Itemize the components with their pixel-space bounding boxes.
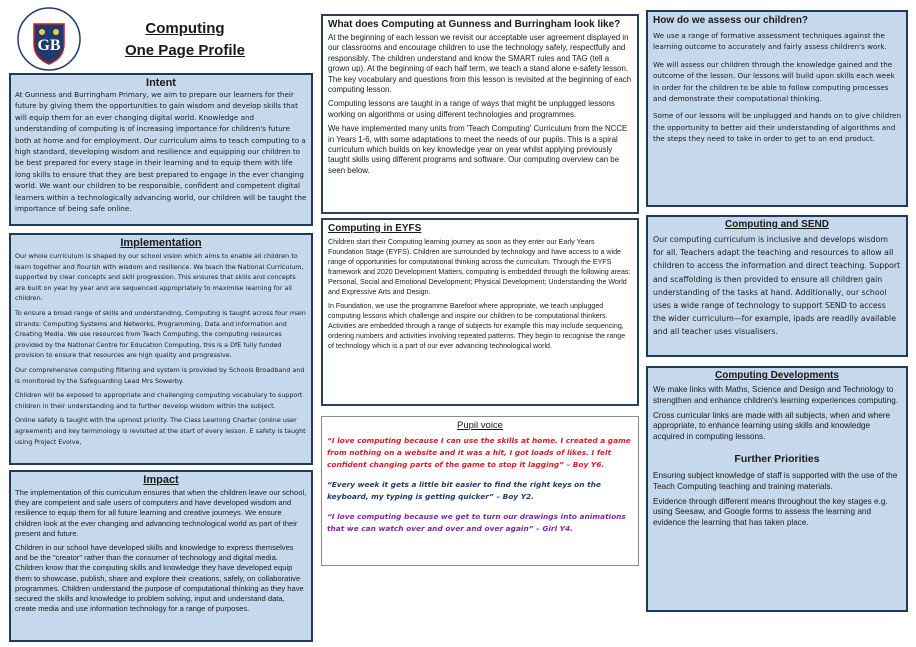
- eyfs-title: Computing in EYFS: [328, 223, 422, 234]
- pupil-quote-3: “I love computing because we get to turn our drawings into animations that we can watch over and over and over again” – Girl Y4.: [327, 512, 626, 533]
- page-subtitle: One Page Profile: [124, 42, 246, 59]
- pupil-voice-title: Pupil voice: [457, 420, 503, 431]
- eyfs-panel: [321, 218, 639, 406]
- send-title: Computing and SEND: [725, 219, 829, 230]
- impact-title: Impact: [143, 474, 179, 486]
- assess-para-2: We will assess our children through the knowledge gained and the outcome of the lesson. Our lessons will build upon skills each week in order for the children to be able to follow computing processes and demonstrate their computational thinking.: [653, 59, 895, 104]
- intent-panel: [9, 73, 313, 226]
- intent-body: At Gunness and Burringham Primary, we aim to prepare our learners for their future by giving them the opportunities to gain wisdom and develop skills that will equip them for an ever changing digital world. Knowledge and understanding of computing is of increasing importance for children's future both at home and for employment. Our curriculum aims to teach computing to a high standard, developing wisdom and resilience and equipping our children to be best prepared for every stage in their learning and to equip them with life long skills to ensure that they are best prepared to engage in the ever changing world. We want our children to be responsible, confident and competent digital learners within a technologically advancing world, our children will be taught the importance of being safe online.: [15, 90, 307, 214]
- assess-title: How do we assess our children?: [653, 15, 809, 26]
- page-title: Computing: [145, 20, 225, 37]
- what-does-para-2: Computing lessons are taught in a range of ways that might be unplugged lessons working on algorithms or using different technologies and programmes.: [328, 99, 615, 119]
- impact-para-2: Children in our school have developed skills and knowledge to express themselves and be the "creator" rather than the consumer of technology and digital media. Children know that the computing skills and knowledge they have developed equip them to showcase, publish, share and explore their creations, safely, on collaborative programmes. Children understand the purpose of computational thinking as they have secured the skills and knowledge to problem solving, input and understand data, create media and use information technology for a range of purposes.: [15, 543, 304, 614]
- pupil-quote-2: “Every week it gets a little bit easier to find the right keys on the keyboard, my typing is getting quicker” – Boy Y2.: [327, 480, 601, 501]
- implementation-para-3: Our comprehensive computing filtering and system is provided by Schools Broadband and is monitored by the Safeguarding Lead Mrs Sowerby.: [15, 365, 305, 385]
- assess-panel: [646, 10, 908, 207]
- developments-para-1: We make links with Maths, Science and Design and Technology to strengthen and enhance children's learning experiences computing.: [653, 385, 899, 405]
- further-para-2: Evidence through different means throughout the key stages e.g. using Seesaw, and Google forms to assess the learning and evidence the learning that has taken place.: [653, 496, 888, 528]
- further-para-1: Ensuring subject knowledge of staff is supported with the use of the Teach Computing teaching and training materials.: [653, 470, 898, 491]
- page-header: [110, 18, 260, 62]
- logo-initials: GB: [37, 37, 61, 54]
- implementation-title: Implementation: [120, 237, 202, 249]
- assess-para-3: Some of our lessons will be unplugged and hands on to give children the opportunity to better aid their understanding of algorithms and the steps they need to take in order to get to an end product.: [653, 111, 902, 144]
- school-logo: [16, 6, 82, 72]
- send-body: Our computing curriculum is inclusive and develops wisdom for all. Teachers adapt the teaching and resources to allow all children to access the information and direct teaching. Support and scaffolding is then provided to ensure all children gain understanding of the tasks at hand. Additionally, our school uses a wide range of technology to support SEND to access the wider curriculum—for example, ipads are readily available and all teacher uses visualisers.: [653, 235, 901, 337]
- impact-para-1: The implementation of this curriculum ensures that when the children leave our school, they are competent and safe users of computers and have developed wisdom and resilience to equip them for all future learning and creative journeys. We ensure children look at the ever changing and advancing technological world as part of their present and future.: [15, 488, 307, 538]
- developments-para-2: Cross curricular links are made with all subjects, when and where appropriate, to enhance learning using skills and knowledge acquired in computing lessons.: [653, 410, 891, 442]
- eyfs-para-2: In Foundation, we use the programme Barefoot where appropriate, we teach unplugged computing lessons which challenge and inspire our children to be computational thinkers. Activities are embedded through a range of subjects for example this may include sequencing, ordering numbers and activities involving repeated patterns. They begin to recognise the range of technology which is a part of our ever advancing technological world.: [328, 302, 626, 350]
- what-does-para-3: We have implemented many units from 'Teach Computing' Curriculum from the NCCE in Years 1-6, with some adaptations to meet the needs of our pupils. This is a spiral curriculum which builds on key knowledge year on year whilst applying previously taught skills using different programs and software. Our computing overview can be seen below.: [328, 124, 628, 175]
- assess-para-1: We use a range of formative assessment techniques against the learning outcome to accurately and fairly assess children's work.: [653, 31, 887, 52]
- send-panel: [646, 215, 908, 357]
- what-does-para-1: At the beginning of each lesson we revisit our acceptable user agreement displayed in our classrooms and encourage children to use the technology safely, respectfully and responsibly. The children understand and know the SMART rules and TAG (tell a grown up). At the beginning of each half term, we teach a stand alone e-safety lesson. The key vocabulary and questions from this lesson is revisited at the beginning of each computing lesson.: [328, 33, 632, 95]
- implementation-para-1: Our whole curriculum is shaped by our school vision which aims to enable all children to learn together and flourish with wisdom and resilience. We teach the National Curriculum, supported by clear concepts and skill progression. This ensures that skills and concepts are built on year by year and are sequenced appropriately to maximise learning for all children.: [15, 252, 304, 303]
- intent-title: Intent: [146, 77, 176, 89]
- eyfs-para-1: Children start their Computing learning journey as soon as they enter our Early Years Foundation Stage (EYFS). Children are surrounded by technology and have access to a wide range of opportunities for computational thinking across the curriculum. Through the EYFS framework and 2020 Development Matters, computing is embedded through the following areas: Personal, Social and Emotional Development; Physical Development; Understanding the World and Expressive Arts and Design.: [328, 238, 631, 296]
- developments-title: Computing Developments: [715, 370, 839, 381]
- pupil-quote-1: “I love computing because I can use the skills at home. I created a game from nothing on a website and it was a hit, I got loads of likes. I felt confident changing parts of the game to stop it lagging” – Boy Y6.: [327, 436, 631, 469]
- implementation-para-5: Online safety is taught with the upmost priority. The Class Learning Charter (online user agreement) and key terminology is revisited at the start of every lesson. E safety is taught using Project Evolve,: [15, 416, 306, 446]
- what-does-panel: [321, 14, 639, 214]
- implementation-para-4: Children will be exposed to appropriate and challenging computing vocabulary to support children in their understanding and to further develop wisdom within the subject.: [15, 391, 303, 410]
- impact-panel: [9, 470, 313, 642]
- further-priorities-title: Further Priorities: [734, 452, 820, 465]
- implementation-para-2: To ensure a broad range of skills and understanding, Computing is taught across four main strands: Computing Systems and Networks, Programming, Data and information and Creating Media. We use resources from Teach Computing, the computing resources provided by the National Centre for Education Computing, this is a DfE fully funded provision to ensure that resources are high quality and progressive.: [15, 308, 306, 360]
- pupil-voice-panel: [321, 416, 639, 566]
- what-does-title: What does Computing at Gunness and Burringham look like?: [328, 19, 621, 30]
- implementation-panel: [9, 233, 313, 465]
- developments-panel: [646, 366, 908, 612]
